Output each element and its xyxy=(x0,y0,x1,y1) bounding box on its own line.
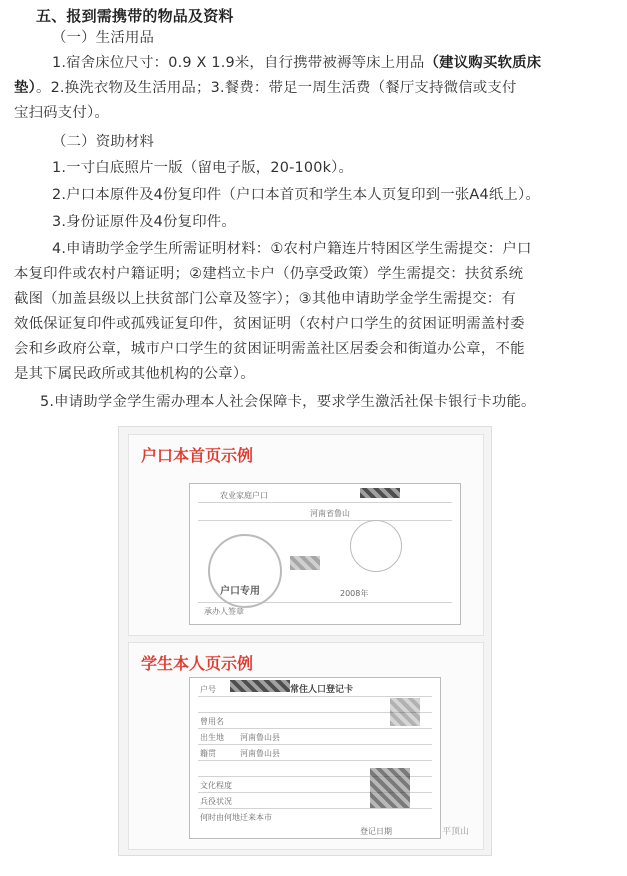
hukou-address: 河南省鲁山 xyxy=(310,509,350,518)
registration-card xyxy=(189,677,441,839)
redacted-block xyxy=(360,488,400,498)
subheading-living: （一）生活用品 xyxy=(52,30,155,46)
item-aid-line-2: 本复印件或农村户籍证明；②建档立卡户（仍享受政策）学生需提交：扶贫系统 xyxy=(14,266,524,282)
subheading-aid: （二）资助材料 xyxy=(52,134,155,150)
field-label: 户号 xyxy=(200,685,216,694)
field-label: 文化程度 xyxy=(200,781,232,790)
redacted-block xyxy=(370,768,410,808)
item-aid-line-6: 是其下属民政所或其他机构的公章）。 xyxy=(14,366,255,382)
panel1-title: 户口本首页示例 xyxy=(141,446,254,465)
example-image xyxy=(118,426,492,856)
field-label: 登记日期 xyxy=(360,827,392,836)
item-clothes-text: 。2.换洗衣物及生活用品；3.餐费：带足一周生活费（餐厅支持微信或支付 xyxy=(35,80,517,96)
hukou-handler: 承办人签章 xyxy=(204,607,244,616)
field-label: 曾用名 xyxy=(200,717,224,726)
watermark: 平顶山 xyxy=(441,827,469,837)
section-title: 五、报到需携带的物品及资料 xyxy=(36,7,234,25)
item-hukou: 2.户口本原件及4份复印件（户口本首页和学生本人页复印到一张A4纸上）。 xyxy=(52,187,540,203)
redacted-block xyxy=(290,556,320,570)
hukou-first-page-example xyxy=(128,434,484,636)
registration-card-title: 常住人口登记卡 xyxy=(290,685,354,695)
item-bed-cont xyxy=(14,78,517,98)
redacted-block xyxy=(390,698,420,726)
item-payment-cont: 宝扫码支付）。 xyxy=(14,105,109,121)
seal-icon xyxy=(350,520,402,572)
field-label: 兵役状况 xyxy=(200,797,232,806)
redacted-block xyxy=(230,680,290,692)
panel2-title: 学生本人页示例 xyxy=(141,654,254,673)
item-bed-bold-2: 垫） xyxy=(14,80,36,96)
item-photo: 1.一寸白底照片一版（留电子版，20-100k）。 xyxy=(52,160,354,176)
hukou-stamp-text: 户口专用 xyxy=(220,586,260,597)
item-aid-line-5: 会和乡政府公章，城市户口学生的贫困证明需盖社区居委会和街道办公章，不能 xyxy=(14,341,525,357)
item-bed-text: 1.宿舍床位尺寸：0.9 X 1.9米，自行携带被褥等床上用品 xyxy=(52,55,425,71)
field-label: 籍贯 xyxy=(200,749,216,758)
item-aid-line-4: 效低保证复印件或孤残证复印件，贫困证明（农村户口学生的贫困证明需盖村委 xyxy=(14,316,525,332)
field-label: 何时由何地迁来本市 xyxy=(200,813,272,822)
item-bed-size xyxy=(52,53,541,73)
item-social-security: 5.申请助学金学生需办理本人社会保障卡，要求学生激活社保卡银行卡功能。 xyxy=(40,394,536,410)
student-page-example xyxy=(128,642,484,850)
hukou-type: 农业家庭户口 xyxy=(220,491,268,500)
item-bed-bold: （建议购买软质床 xyxy=(424,55,542,71)
field-label: 出生地 xyxy=(200,733,224,742)
item-aid-line-1: 4.申请助学金学生所需证明材料：①农村户籍连片特困区学生需提交：户口 xyxy=(52,241,532,257)
field-value: 河南鲁山县 xyxy=(240,749,280,758)
item-aid-line-3: 截图（加盖县级以上扶贫部门公章及签字）；③其他申请助学金学生需提交：有 xyxy=(14,291,516,307)
hukou-card xyxy=(189,483,461,625)
field-value: 河南鲁山县 xyxy=(240,733,280,742)
item-idcard: 3.身份证原件及4份复印件。 xyxy=(52,214,236,230)
hukou-year: 2008年 xyxy=(340,589,369,598)
